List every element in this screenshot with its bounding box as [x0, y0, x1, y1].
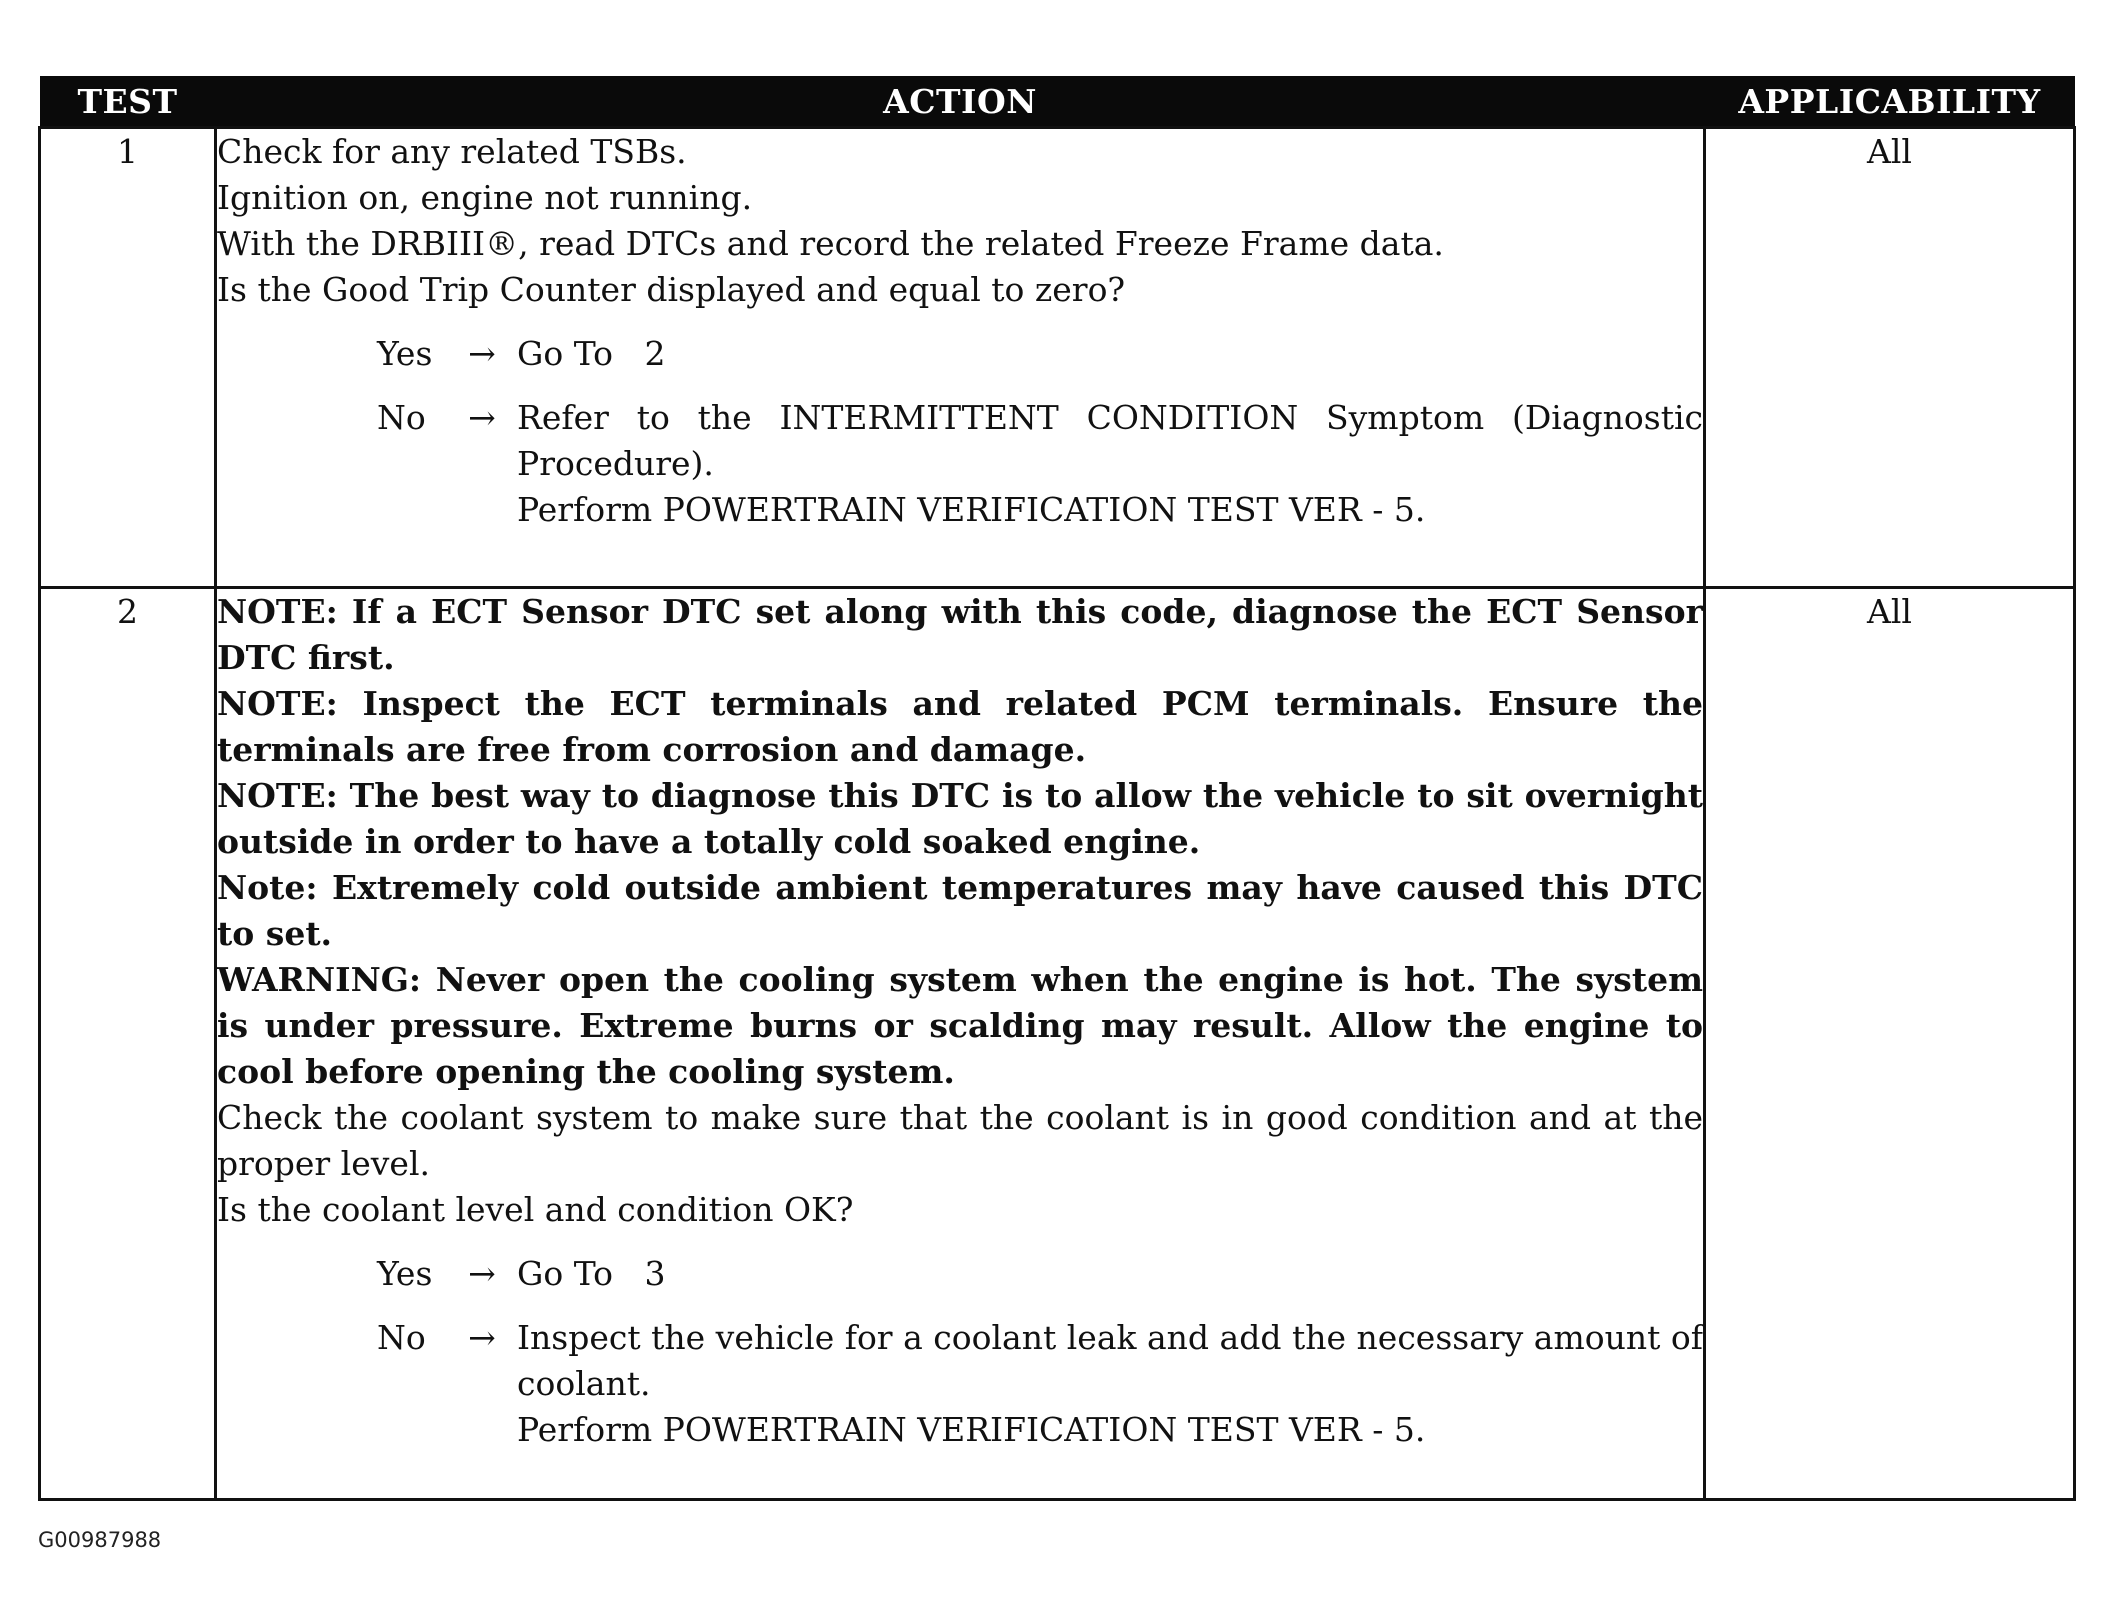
arrow-right-icon: → — [468, 1254, 496, 1293]
action-line: Check the coolant system to make sure that the coolant is in good condition and at the proper level. — [217, 1098, 1703, 1183]
yes-branch — [377, 1251, 1703, 1297]
yes-result: Go To 3 — [517, 1254, 666, 1293]
header-applicability: APPLICABILITY — [1705, 76, 2075, 128]
note-text: Note: Extremely cold outside ambient temperatures may have caused this DTC to set. — [217, 868, 1703, 953]
header-action: ACTION — [216, 76, 1705, 128]
action-line: With the DRBIII®, read DTCs and record the related Freeze Frame data. — [217, 224, 1444, 263]
note-text: NOTE: Inspect the ECT terminals and related PCM terminals. Ensure the terminals are free from corrosion and damage. — [217, 684, 1703, 769]
action-question: Is the Good Trip Counter displayed and equal to zero? — [217, 270, 1126, 309]
no-label: No — [377, 1318, 426, 1357]
table-header-row — [40, 76, 2075, 128]
no-result-line: Refer to the INTERMITTENT CONDITION Symptom (Diagnostic Procedure). — [517, 398, 1703, 483]
no-result — [517, 1315, 1703, 1453]
no-result-line: Perform POWERTRAIN VERIFICATION TEST VER - 5. — [517, 490, 1426, 529]
test-number: 1 — [40, 128, 216, 588]
action-cell — [216, 128, 1705, 588]
no-branch — [377, 1315, 1703, 1453]
applicability-value: All — [1705, 128, 2075, 588]
no-result-line: Perform POWERTRAIN VERIFICATION TEST VER - 5. — [517, 1410, 1426, 1449]
action-line: Check for any related TSBs. — [217, 132, 687, 171]
yes-label: Yes — [377, 1254, 433, 1293]
table-row — [40, 128, 2075, 588]
diagnostic-table — [38, 76, 2076, 1501]
warning-text: WARNING: Never open the cooling system when the engine is hot. The system is under pressure. Extreme burns or scalding may result. Allow the engine to cool before opening the cooling system. — [217, 960, 1703, 1091]
no-label: No — [377, 398, 426, 437]
yes-branch — [377, 331, 1703, 377]
action-cell — [216, 588, 1705, 1500]
note-text: NOTE: The best way to diagnose this DTC is to allow the vehicle to sit overnight outside in order to have a totally cold soaked engine. — [217, 776, 1703, 861]
header-test: TEST — [40, 76, 216, 128]
arrow-right-icon: → — [468, 1318, 496, 1357]
no-branch — [377, 395, 1703, 533]
action-line: Ignition on, engine not running. — [217, 178, 753, 217]
table-row — [40, 588, 2075, 1500]
no-result-line: Inspect the vehicle for a coolant leak and add the necessary amount of coolant. — [517, 1318, 1703, 1403]
applicability-value: All — [1705, 588, 2075, 1500]
arrow-right-icon: → — [468, 334, 496, 373]
yes-result: Go To 2 — [517, 334, 666, 373]
action-question: Is the coolant level and condition OK? — [217, 1190, 854, 1229]
diagnostic-table-container — [38, 76, 2076, 1501]
no-result — [517, 395, 1703, 533]
test-number: 2 — [40, 588, 216, 1500]
arrow-right-icon: → — [468, 398, 496, 437]
figure-id: G00987988 — [38, 1528, 162, 1552]
note-text: NOTE: If a ECT Sensor DTC set along with this code, diagnose the ECT Sensor DTC first. — [217, 592, 1703, 677]
yes-label: Yes — [377, 334, 433, 373]
